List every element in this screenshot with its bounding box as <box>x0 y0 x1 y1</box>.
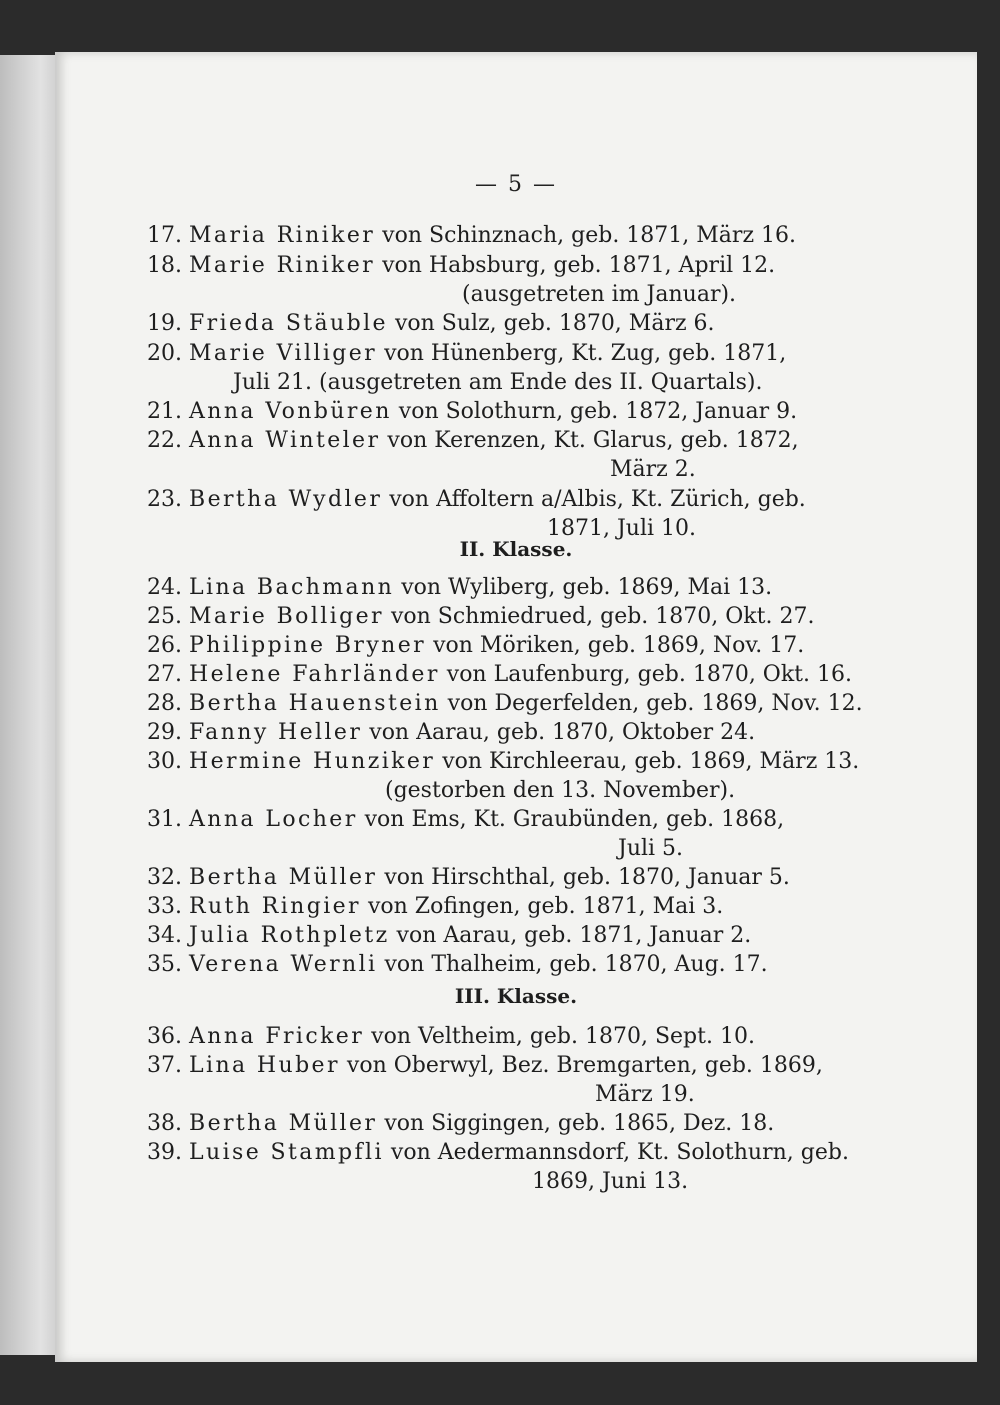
entry-line <box>147 1139 849 1167</box>
entry-number: 20. <box>147 341 182 366</box>
entry-number: 36. <box>147 1024 182 1049</box>
entry-line <box>147 632 804 660</box>
entry-number: 32. <box>147 865 182 890</box>
entry-number: 31. <box>147 807 182 832</box>
entry-number: 33. <box>147 894 182 919</box>
entry-line <box>147 748 859 776</box>
entry-name: Anna Winteler <box>189 428 381 453</box>
entry-number: 34. <box>147 923 182 948</box>
entry-details: von Sulz, geb. 1870, März 6. <box>387 311 715 336</box>
entry-details: von Thalheim, geb. 1870, Aug. 17. <box>377 952 768 977</box>
entry-number: 38. <box>147 1111 182 1136</box>
entry-name: Anna Fricker <box>189 1024 365 1049</box>
entry-name: Marie Riniker <box>189 253 376 278</box>
entry-name: Frieda Stäuble <box>189 311 388 336</box>
entry-name: Anna Vonbüren <box>189 399 392 424</box>
entry-continuation: 1871, Juli 10. <box>547 516 697 541</box>
entry-line <box>147 574 772 602</box>
entry-details: von Kirchleerau, geb. 1869, März 13. <box>435 749 860 774</box>
entry-number: 35. <box>147 952 182 977</box>
entry-details: von Aarau, geb. 1871, Januar 2. <box>389 923 752 948</box>
entry-details: von Schinznach, geb. 1871, März 16. <box>375 223 797 248</box>
entry-line <box>147 427 799 455</box>
entry-details: von Hünenberg, Kt. Zug, geb. 1871, <box>377 341 787 366</box>
entry-name: Anna Locher <box>189 807 358 832</box>
entry-name: Philippine Bryner <box>189 633 427 658</box>
entry-number: 37. <box>147 1053 182 1078</box>
entry-line <box>147 806 784 834</box>
entry-line <box>147 603 814 631</box>
entry-line <box>147 1052 823 1080</box>
entry-number: 24. <box>147 575 182 600</box>
entry-number: 21. <box>147 399 182 424</box>
entry-number: 23. <box>147 487 182 512</box>
entry-number: 39. <box>147 1140 182 1165</box>
section-heading-class-2: II. Klasse. <box>459 537 573 561</box>
entry-name: Bertha Müller <box>189 865 378 890</box>
book-spine-edge <box>0 55 58 1355</box>
entry-details: von Schmiedrued, geb. 1870, Okt. 27. <box>383 604 815 629</box>
entry-details: von Solothurn, geb. 1872, Januar 9. <box>391 399 798 424</box>
entry-name: Bertha Hauenstein <box>189 691 441 716</box>
entry-continuation: (ausgetreten im Januar). <box>462 282 737 307</box>
entry-name: Maria Riniker <box>189 223 376 248</box>
entry-details: von Ems, Kt. Graubünden, geb. 1868, <box>357 807 785 832</box>
entry-line <box>147 310 715 338</box>
entry-details: von Degerfelden, geb. 1869, Nov. 12. <box>440 691 863 716</box>
entry-line <box>147 1110 774 1138</box>
entry-name: Verena Wernli <box>189 952 378 977</box>
entry-name: Luise Stampfli <box>189 1140 384 1165</box>
entry-number: 26. <box>147 633 182 658</box>
entry-details: von Zofingen, geb. 1871, Mai 3. <box>360 894 724 919</box>
entry-line <box>147 922 751 950</box>
entry-name: Marie Bolliger <box>189 604 384 629</box>
entry-number: 17. <box>147 223 182 248</box>
entry-line <box>147 893 723 921</box>
entry-name: Fanny Heller <box>189 720 363 745</box>
entry-details: von Aarau, geb. 1870, Oktober 24. <box>362 720 756 745</box>
entry-details: von Laufenburg, geb. 1870, Okt. 16. <box>439 662 852 687</box>
entry-name: Julia Rothpletz <box>189 923 390 948</box>
entry-number: 25. <box>147 604 182 629</box>
entry-number: 27. <box>147 662 182 687</box>
entry-name: Marie Villiger <box>189 341 378 366</box>
entry-line <box>147 864 790 892</box>
entry-line <box>147 486 806 514</box>
entry-name: Ruth Ringier <box>189 894 361 919</box>
entry-details: von Wyliberg, geb. 1869, Mai 13. <box>394 575 773 600</box>
section-heading-class-3: III. Klasse. <box>454 984 578 1008</box>
entry-line <box>147 951 768 979</box>
entry-continuation: Juli 5. <box>618 836 684 861</box>
entry-name: Lina Bachmann <box>189 575 395 600</box>
entry-name: Helene Fahrländer <box>189 662 440 687</box>
entry-line <box>147 222 796 250</box>
entry-details: von Möriken, geb. 1869, Nov. 17. <box>426 633 805 658</box>
entry-line <box>147 719 755 747</box>
entry-details: von Kerenzen, Kt. Glarus, geb. 1872, <box>380 428 799 453</box>
entry-details: von Oberwyl, Bez. Bremgarten, geb. 1869, <box>339 1053 823 1078</box>
entry-line <box>147 690 863 718</box>
entry-line <box>147 1023 755 1051</box>
entry-name: Bertha Wydler <box>189 487 383 512</box>
entry-continuation: Juli 21. (ausgetreten am Ende des II. Quartals). <box>233 370 763 395</box>
entry-details: von Habsburg, geb. 1871, April 12. <box>375 253 776 278</box>
page-number: — 5 — <box>475 172 557 197</box>
entry-number: 29. <box>147 720 182 745</box>
entry-continuation: (gestorben den 13. November). <box>385 778 736 803</box>
entry-details: von Hirschthal, geb. 1870, Januar 5. <box>377 865 790 890</box>
entry-line <box>147 340 786 368</box>
entry-number: 22. <box>147 428 182 453</box>
entry-details: von Siggingen, geb. 1865, Dez. 18. <box>377 1111 775 1136</box>
entry-line <box>147 398 797 426</box>
entry-details: von Affoltern a/Albis, Kt. Zürich, geb. <box>382 487 806 512</box>
entry-continuation: März 19. <box>595 1082 695 1107</box>
entry-name: Lina Huber <box>189 1053 340 1078</box>
document-page <box>55 52 977 1362</box>
entry-number: 28. <box>147 691 182 716</box>
entry-number: 18. <box>147 253 182 278</box>
entry-line <box>147 252 775 280</box>
entry-line <box>147 661 852 689</box>
entry-number: 30. <box>147 749 182 774</box>
entry-continuation: März 2. <box>610 457 696 482</box>
entry-name: Hermine Hunziker <box>189 749 436 774</box>
entry-details: von Veltheim, geb. 1870, Sept. 10. <box>364 1024 755 1049</box>
entry-details: von Aedermannsdorf, Kt. Solothurn, geb. <box>383 1140 849 1165</box>
entry-continuation: 1869, Juni 13. <box>532 1169 689 1194</box>
entry-name: Bertha Müller <box>189 1111 378 1136</box>
entry-number: 19. <box>147 311 182 336</box>
